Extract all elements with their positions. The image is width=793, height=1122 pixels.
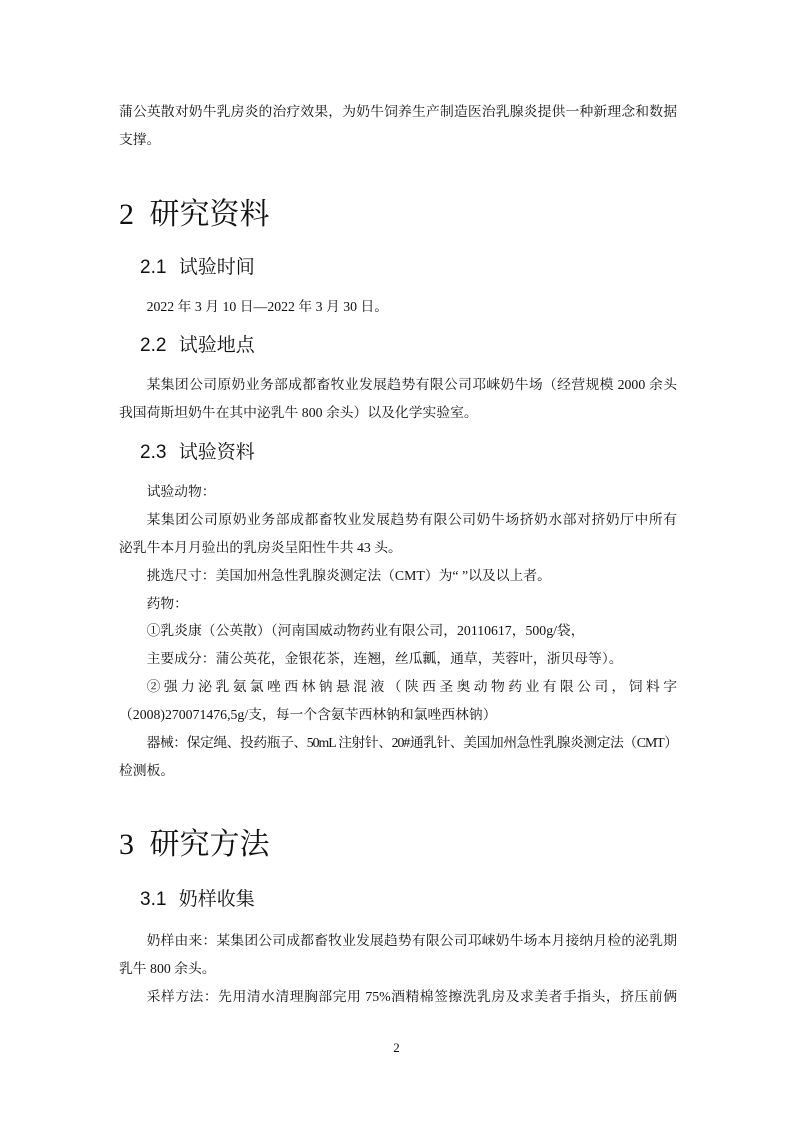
subsection-heading: 2.3 试验资料: [140, 442, 255, 463]
trial-location-paragraph: [119, 371, 677, 427]
text-line: 试验动物：: [146, 484, 216, 499]
intro-paragraph: [119, 98, 677, 154]
text-line: 蒲公英散对奶牛乳房炎的治疗效果，为奶牛饲养生产制造医治乳腺炎提供一种新理念和数据: [119, 104, 677, 119]
trial-time-paragraph: [119, 293, 677, 321]
text-line: 乳牛 800 余头。: [119, 961, 216, 976]
text-line: 某集团公司原奶业务部成都畜牧业发展趋势有限公司奶牛场挤奶水部对挤奶厅中所有: [146, 511, 677, 527]
section-heading: 3 研究方法: [119, 828, 270, 861]
page-number: 2: [393, 1040, 400, 1055]
text-line: 泌乳牛本月月验出的乳房炎呈阳性牛共 43 头。: [119, 539, 402, 555]
text-line: 药物：: [146, 595, 188, 611]
text-line: 支撑。: [119, 132, 161, 147]
text-line: ①乳炎康（公英散）（河南国威动物药业有限公司，20110617，500g/袋，: [146, 623, 585, 639]
trial-materials-paragraph: [119, 478, 677, 785]
text-line: 2022 年 3 月 10 日—2022 年 3 月 30 日。: [146, 299, 389, 314]
text-line: 我国荷斯坦奶牛在其中泌乳牛 800 余头）以及化学实验室。: [119, 405, 478, 420]
subsection-heading: 2.2 试验地点: [140, 335, 255, 356]
text-line: 器械：保定绳、投药瓶子、50mL 注射针、20#通乳针、美国加州急性乳腺炎测定法（CMT）: [146, 735, 677, 751]
text-line: ②强力泌乳氨氯唑西林钠悬混液（陕西圣奥动物药业有限公司，饲料字: [146, 679, 677, 695]
text-line: 采样方法：先用清水清理胸部完用 75%酒精棉签擦洗乳房及求美者手指头，挤压前俩: [146, 989, 677, 1004]
text-line: 奶样由来：某集团公司成都畜牧业发展趋势有限公司邛崃奶牛场本月接纳月检的泌乳期: [146, 933, 677, 948]
text-line: 检测板。: [119, 762, 175, 778]
subsection-heading: 2.1 试验时间: [140, 257, 255, 278]
milk-sample-paragraph: [119, 927, 677, 1011]
text-line: （2008)270071476,5g/支，每一个含氨苄西林钠和氯唑西林钠）: [119, 707, 497, 723]
text-line: 某集团公司原奶业务部成都畜牧业发展趋势有限公司邛崃奶牛场（经营规模 2000 余头: [146, 377, 677, 392]
text-line: 主要成分：蒲公英花，金银花茶，连翘，丝瓜瓤，通草，芙蓉叶，浙贝母等）。: [146, 651, 623, 667]
section-heading: 2 研究资料: [119, 198, 270, 231]
subsection-heading: 3.1 奶样收集: [140, 889, 255, 910]
text-line: 挑选尺寸：美国加州急性乳腺炎测定法（CMT）为“ ”以及以上者。: [146, 567, 551, 583]
